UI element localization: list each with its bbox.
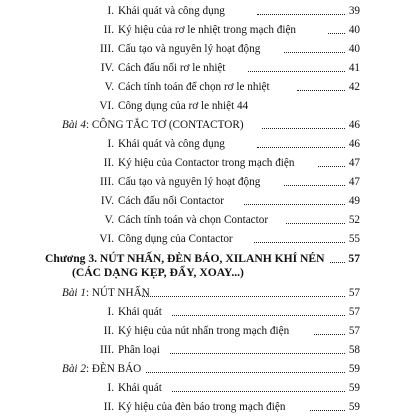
toc-row-number: IV. [100, 62, 114, 74]
toc-row-page: 57 [348, 306, 360, 318]
lesson-title: : CÔNG TẮC TƠ (CONTACTOR) [85, 119, 244, 131]
toc-row [0, 321, 400, 341]
dot-leader [318, 166, 345, 167]
toc-row [0, 153, 400, 173]
toc-row [0, 20, 400, 40]
toc-row-page: 58 [348, 344, 360, 356]
toc-row [0, 58, 400, 78]
toc-row-number: V. [104, 81, 114, 93]
toc-row-page: 47 [348, 157, 360, 169]
dot-leader [257, 14, 345, 15]
toc-row-title: Cấu tạo và nguyên lý hoạt động [118, 43, 261, 55]
dot-leader [172, 315, 345, 316]
toc-row-title: Khái quát [118, 382, 162, 394]
dot-leader [297, 90, 345, 91]
toc-lesson-row [0, 283, 400, 303]
toc-row-title: Ký hiệu của rơ le nhiệt trong mạch điện [118, 24, 297, 36]
toc-row-title: Cách đấu nối Contactor [118, 195, 224, 207]
toc-row [0, 134, 400, 154]
toc-row-page: 59 [348, 401, 360, 413]
dot-leader [254, 242, 345, 243]
toc-row-title: Ký hiệu của đèn báo trong mạch điện [118, 401, 286, 413]
toc-chapter-row-continued [0, 263, 400, 283]
chapter-title-continued: (CÁC DẠNG KẸP, ĐẨY, XOAY...) [72, 266, 244, 279]
toc-row [0, 39, 400, 59]
dot-leader [314, 334, 345, 335]
toc-row [0, 1, 400, 21]
dot-leader [328, 33, 345, 34]
toc-row-title [62, 115, 244, 135]
toc-row-title [62, 359, 141, 379]
toc-row-page: 57 [348, 287, 360, 299]
dot-leader [142, 296, 345, 297]
toc-row-page: 57 [348, 325, 360, 337]
toc-row-page: 42 [348, 81, 360, 93]
dot-leader [248, 71, 345, 72]
chapter-title: Chương 3. NÚT NHẤN, ĐÈN BÁO, XILANH KHÍ NÉN [45, 252, 325, 265]
toc-row-title: Cấu tạo và nguyên lý hoạt động [118, 176, 261, 188]
toc-row [0, 77, 400, 97]
toc-row-number: VI. [99, 233, 114, 245]
toc-row-page: 39 [348, 5, 360, 17]
toc-row-number: I. [107, 306, 114, 318]
dot-leader [170, 353, 345, 354]
toc-row-title: Ký hiệu của Contactor trong mạch điện [118, 157, 295, 169]
dot-leader [310, 410, 345, 411]
toc-row-number: I. [107, 382, 114, 394]
toc-row-page: 46 [348, 119, 360, 131]
toc-lesson-row [0, 359, 400, 379]
toc-row [0, 302, 400, 322]
toc-row-title: Cách tính toán để chọn rơ le nhiệt [118, 81, 270, 93]
toc-row-title: Công dụng của rơ le nhiệt 44 [118, 100, 249, 112]
toc-row-title: Cách đấu nối rơ le nhiệt [118, 62, 226, 74]
toc-row-page: 49 [348, 195, 360, 207]
lesson-prefix: Bài 4 [62, 119, 86, 131]
toc-row-page: 47 [348, 176, 360, 188]
toc-row-title: Cách tính toán và chọn Contactor [118, 214, 269, 226]
toc-row-page: 59 [348, 363, 360, 375]
toc-row-number: II. [103, 325, 114, 337]
toc-row [0, 378, 400, 398]
toc-row-title [62, 283, 150, 303]
toc-row-page: 40 [348, 24, 360, 36]
toc-row-page: 57 [348, 252, 360, 265]
toc-row-number: IV. [100, 195, 114, 207]
dot-leader [244, 204, 345, 205]
dot-leader [284, 185, 345, 186]
toc-row [0, 191, 400, 211]
toc-row-title: Khái quát và công dụng [118, 5, 225, 17]
toc-row [0, 96, 400, 116]
dot-leader [262, 128, 345, 129]
toc-row-number: III. [100, 176, 114, 188]
toc-row-page: 59 [348, 382, 360, 394]
toc-row-number: II. [103, 157, 114, 169]
toc-row-title: Khái quát và công dụng [118, 138, 225, 150]
toc-row-number: III. [100, 344, 114, 356]
toc-row [0, 340, 400, 360]
lesson-prefix: Bài 2 [62, 363, 86, 375]
toc-row-page: 52 [348, 214, 360, 226]
lesson-title: : ĐÈN BÁO [85, 363, 142, 375]
toc-row-title: Ký hiệu của nút nhấn trong mạch điện [118, 325, 290, 337]
dot-leader [172, 391, 345, 392]
toc-row-number: I. [107, 5, 114, 17]
toc-row-page: 55 [348, 233, 360, 245]
toc-row-page: 40 [348, 43, 360, 55]
toc-row-title: Phân loại [118, 344, 160, 356]
lesson-title: : NÚT NHẤN [85, 287, 150, 299]
toc-row-number: II. [103, 401, 114, 413]
toc-row-number: II. [103, 24, 114, 36]
toc-row-number: III. [100, 43, 114, 55]
dot-leader [146, 372, 345, 373]
toc-row-page: 46 [348, 138, 360, 150]
toc-row-title: Công dụng của Contactor [118, 233, 233, 245]
toc-lesson-row [0, 115, 400, 135]
toc-row-number: V. [104, 214, 114, 226]
toc-row [0, 172, 400, 192]
toc-row [0, 397, 400, 417]
toc-row [0, 210, 400, 230]
toc-row-number: I. [107, 138, 114, 150]
toc-row-title: Khái quát [118, 306, 162, 318]
lesson-prefix: Bài 1 [62, 287, 86, 299]
toc-row-number: VI. [99, 100, 114, 112]
toc-row-page: 41 [348, 62, 360, 74]
dot-leader [257, 147, 345, 148]
dot-leader [284, 52, 345, 53]
toc-row [0, 229, 400, 249]
dot-leader [286, 223, 345, 224]
